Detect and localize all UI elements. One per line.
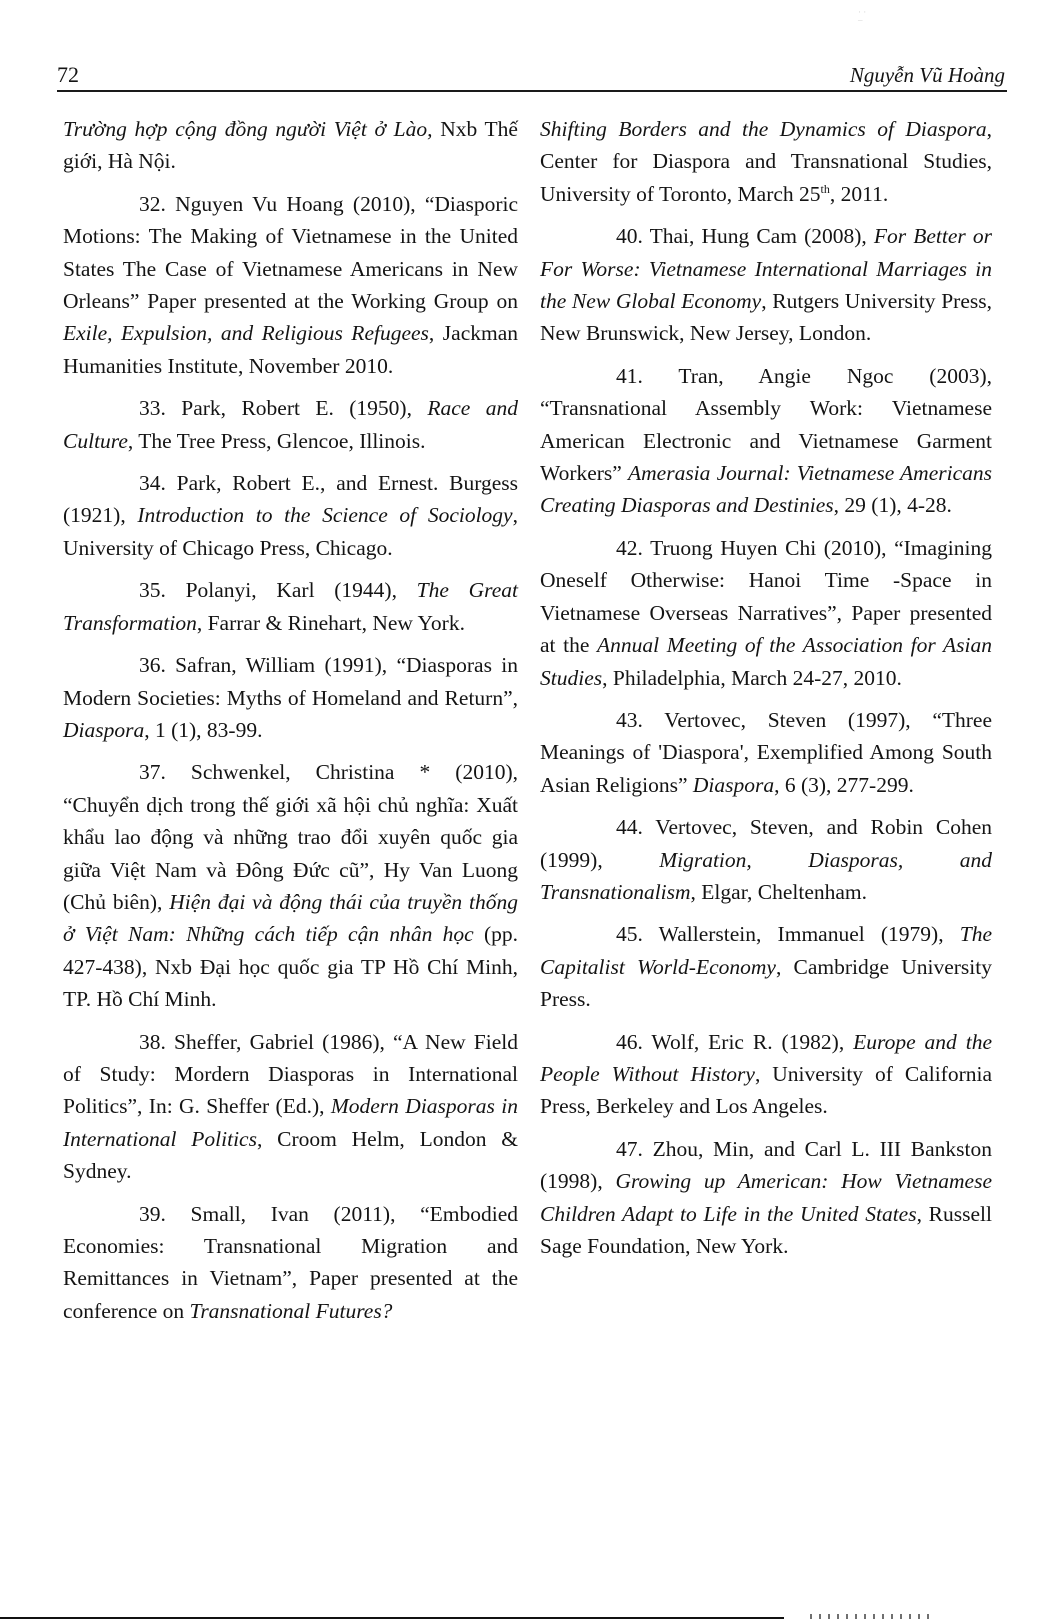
reference-47: 47. Zhou, Min, and Carl L. III Bankston (1998), Growing up American: How Vietnamese Children Adapt to Life in the United States, Russell Sage Foundation, New York. — [540, 1136, 993, 1258]
reference-45: 45. Wallerstein, Immanuel (1979), The Capitalist World-Economy, Cambridge University Press. — [540, 922, 992, 1012]
header-rule — [57, 90, 1007, 92]
reference-43: 43. Vertovec, Steven (1997), “Three Meanings of 'Diaspora', Exemplified Among South Asian Religions” Diaspora, 6 (3), 277-299. — [540, 707, 992, 797]
references-column-right — [540, 113, 992, 1272]
reference-34: 34. Park, Robert E., and Ernest. Burgess (1921), Introduction to the Science of Sociology, University of Chicago Press, Chicago. — [63, 471, 518, 560]
reference-33: 33. Park, Robert E. (1950), Race and Culture, The Tree Press, Glencoe, Illinois. — [63, 396, 518, 453]
reference-32: 32. Nguyen Vu Hoang (2010), “Diasporic Motions: The Making of Vietnamese in the United States The Case of Vietnamese Americans in New Orleans” Paper presented at the Working Group on Exile, Expulsion, and Religious Refugees, Jackman Humanities Institute, November 2010. — [63, 191, 518, 378]
page-header — [57, 60, 1007, 94]
reference-31-continued: Trường hợp cộng đồng người Việt ở Lào, Nxb Thế giới, Hà Nội. — [63, 117, 518, 174]
page-number: 72 — [57, 62, 79, 87]
scan-artifact: · · – — [858, 7, 867, 25]
running-head-author: Nguyễn Vũ Hoàng — [849, 63, 1005, 87]
reference-46: 46. Wolf, Eric R. (1982), Europe and the People Without History, University of California Press, Berkeley and Los Angeles. — [540, 1029, 992, 1119]
reference-41: 41. Tran, Angie Ngoc (2003), “Transnational Assembly Work: Vietnamese American Electronic and Vietnamese Garment Workers” Amerasia Journal: Vietnamese Americans Creating Diasporas and Destinies, 29 (1), 4-28. — [540, 363, 992, 518]
reference-35: 35. Polanyi, Karl (1944), The Great Transformation, Farrar & Rinehart, New York. — [63, 578, 518, 635]
reference-36: 36. Safran, William (1991), “Diasporas in Modern Societies: Myths of Homeland and Return”, Diaspora, 1 (1), 83-99. — [63, 653, 518, 742]
reference-40: 40. Thai, Hung Cam (2008), For Better or For Worse: Vietnamese International Marriages in the New Global Economy, Rutgers University Press, New Brunswick, New Jersey, London. — [540, 224, 992, 346]
reference-44: 44. Vertovec, Steven, and Robin Cohen (1999), Migration, Diasporas, and Transnationalism, Elgar, Cheltenham. — [540, 815, 992, 904]
references-column-left — [63, 113, 518, 1337]
reference-39: 39. Small, Ivan (2011), “Embodied Economies: Transnational Migration and Remittances in Vietnam”, Paper presented at the conference on Transnational Futures? — [63, 1201, 518, 1323]
reference-39-continued: Shifting Borders and the Dynamics of Diaspora, Center for Diaspora and Transnational Studies, University of Toronto, March 25th, 2011. — [540, 117, 992, 206]
reference-42: 42. Truong Huyen Chi (2010), “Imagining Oneself Otherwise: Hanoi Time -Space in Vietnamese Overseas Narratives”, Paper presented at the Annual Meeting of the Association for Asian Studies, Philadelphia, March 24-27, 2010. — [540, 535, 992, 690]
footer-scan-marks — [810, 1614, 930, 1619]
reference-37: 37. Schwenkel, Christina * (2010), “Chuyển dịch trong thế giới xã hội chủ nghĩa: Xuất khẩu lao động và những trao đổi xuyên quốc gia giữa Việt Nam và Đông Đức cũ”, Hy Van Luong (Chủ biên), Hiện đại và động thái của truyền thống ở Việt Nam: Những cách tiếp cận nhân học (pp. 427-438), Nxb Đại học quốc gia TP Hồ Chí Minh, TP. Hồ Chí Minh. — [63, 760, 518, 1012]
reference-38: 38. Sheffer, Gabriel (1986), “A New Field of Study: Mordern Diasporas in International Politics”, In: G. Sheffer (Ed.), Modern Diasporas in International Politics, Croom Helm, London & Sydney. — [63, 1029, 518, 1184]
